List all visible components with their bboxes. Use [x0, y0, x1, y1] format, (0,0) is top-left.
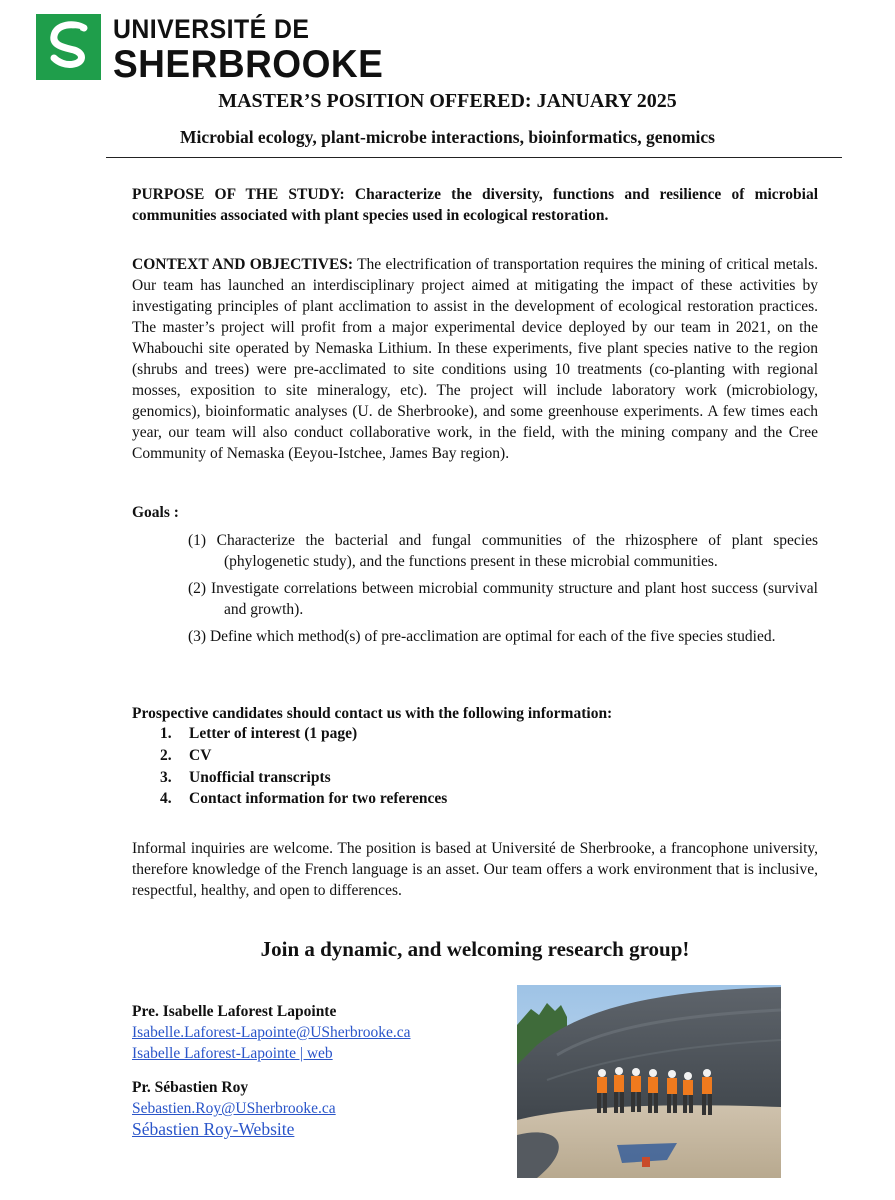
logo-line-2: SHERBROOKE — [113, 43, 384, 86]
requirements-list — [160, 723, 447, 810]
list-text: Unofficial transcripts — [189, 768, 331, 786]
list-item — [160, 788, 447, 810]
list-text: Letter of interest (1 page) — [189, 725, 358, 742]
requirements-heading: Prospective candidates should contact us with the following information: — [132, 705, 613, 722]
page-title: MASTER’S POSITION OFFERED: JANUARY 2025 — [218, 90, 677, 112]
page-subtitle: Microbial ecology, plant-microbe interactions, bioinformatics, genomics — [180, 127, 715, 147]
goal-item-3: (3) Define which method(s) of pre-acclimation are optimal for each of the five species studied. — [188, 628, 776, 645]
contact-web-link[interactable]: Sébastien Roy-Website — [132, 1119, 295, 1139]
list-number: 2. — [160, 746, 172, 764]
list-text: Contact information for two references — [189, 790, 448, 808]
goal-item-2: (2) Investigate correlations between microbial community structure and plant host success (survival and growth). — [188, 580, 818, 618]
contact-web-link[interactable]: Isabelle Laforest-Lapointe | web — [132, 1045, 333, 1062]
logo-s-icon — [36, 14, 101, 80]
contact-name: Pre. Isabelle Laforest Lapointe — [132, 1003, 337, 1020]
context-paragraph — [132, 254, 818, 464]
university-logo — [36, 14, 398, 84]
logo-wordmark — [113, 14, 398, 84]
list-item — [160, 723, 447, 745]
context-text: The electrification of transportation requires the mining of critical metals. Our team has launched an interdisciplinary project aimed at mitigating the impact of these activities by investigating principles of plant acclimation to assist in the development of ecological restoration practices. The master’s project will profit from a major experimental device deployed by our team in 2021, on the Whabouchi site operated by Nemaska Lithium. In these experiments, five plant species native to the region (shrubs and trees) were pre-acclimated to site conditions using 10 treatments (co-planting with regional mosses, exposition to site mineralogy, etc). The project will include laboratory work (microbiology, genomics), bioinformatic analyses (U. de Sherbrooke), and some greenhouse experiments. A few times each year, our team will also conduct collaborative work, in the field, with the mining company and the Cree Community of Nemaska (Eeyou-Istchee, James Bay region). — [132, 256, 818, 462]
contact-email-link[interactable]: Isabelle.Laforest-Lapointe@USherbrooke.ca — [132, 1024, 411, 1041]
goals-heading: Goals : — [132, 504, 179, 521]
join-heading: Join a dynamic, and welcoming research group! — [260, 937, 690, 961]
list-number: 3. — [160, 768, 172, 786]
contact-name: Pr. Sébastien Roy — [132, 1079, 249, 1096]
list-number: 1. — [160, 725, 172, 742]
inquiries-paragraph: Informal inquiries are welcome. The position is based at Université de Sherbrooke, a francophone university, therefore knowledge of the French language is an asset. Our team offers a work environment that is inclusive, respectful, healthy, and open to differences. — [132, 840, 818, 899]
list-number: 4. — [160, 790, 172, 808]
contact-2 — [132, 1077, 336, 1140]
list-item — [160, 745, 447, 767]
field-team-photo — [517, 985, 781, 1178]
list-item — [160, 767, 447, 789]
contact-email-link[interactable]: Sebastien.Roy@USherbrooke.ca — [132, 1100, 336, 1117]
list-text: CV — [189, 746, 212, 764]
purpose-paragraph: PURPOSE OF THE STUDY: Characterize the diversity, functions and resilience of microbial communities associated with plant species used in ecological restoration. — [132, 186, 818, 224]
context-label: CONTEXT AND OBJECTIVES: — [132, 256, 354, 273]
contact-1 — [132, 1001, 411, 1064]
goal-item-1: (1) Characterize the bacterial and fungal communities of the rhizosphere of plant species (phylogenetic study), and the functions present in these microbial communities. — [188, 532, 818, 570]
title-divider — [106, 157, 842, 158]
logo-line-1: UNIVERSITÉ DE — [113, 14, 310, 44]
